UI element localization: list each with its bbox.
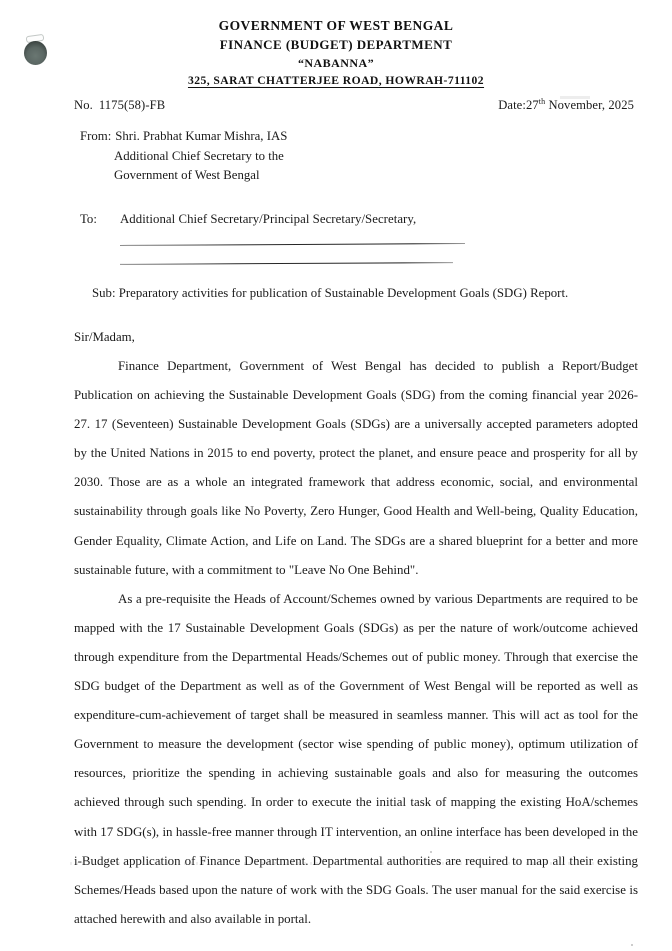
reference-number	[74, 98, 165, 113]
letterhead-line-address: 325, SARAT CHATTERJEE ROAD, HOWRAH-711102	[187, 74, 485, 87]
letter-body	[74, 352, 638, 934]
from-label: From:	[80, 129, 112, 143]
from-government: Government of West Bengal	[114, 168, 260, 182]
to-blank-line-1	[120, 243, 465, 246]
letter-date-rest: November, 2025	[545, 98, 634, 112]
to-block	[80, 212, 632, 264]
letterhead-line-department: FINANCE (BUDGET) DEPARTMENT	[219, 37, 453, 52]
letterhead-line-government: GOVERNMENT OF WEST BENGAL	[218, 18, 454, 33]
letter-date-day: 27	[525, 98, 539, 112]
reference-row	[74, 98, 634, 113]
to-recipient: Additional Chief Secretary/Principal Secretary/Secretary,	[120, 212, 417, 226]
letterhead	[0, 16, 672, 90]
from-block	[80, 127, 287, 186]
salutation: Sir/Madam,	[74, 330, 135, 344]
reference-number-label: No.	[74, 98, 93, 112]
body-paragraph-2: As a pre-requisite the Heads of Account/Schemes owned by various Departments are required to be mapped with the 17 Sustainable Development Goals (SDGs) as per the nature of work/outcome achieved through expenditure from the Departmental Heads/Schemes out of public money. Through that exercise the SDG budget of the Department as well as of the Government of West Bengal will be reported as well as expenditure-cum-achievement of target shall be measured in seamless manner. This will act as tool for the Government to measure the development (sector wise spending of public money), optimum utilization of resources, prioritize the spending in achieving sustainable goals and also for measuring the outcomes achieved through such spending. In order to execute the initial task of mapping the existing HoA/schemes with 17 SDG(s), in hassle-free manner through IT intervention, an online interface has been developed in the i-Budget application of Finance Department. Departmental authorities are required to map all their existing Schemes/Heads based upon the nature of work with the SDG Goals. The user manual for the said exercise is attached herewith and also available in portal.	[74, 591, 638, 926]
letter-date	[498, 98, 634, 113]
to-row	[80, 212, 632, 227]
letter-date-ordinal: th	[538, 96, 546, 106]
from-sender-name: Shri. Prabhat Kumar Mishra, IAS	[115, 129, 288, 143]
letter-date-label: Date:	[498, 98, 526, 112]
scan-noise-band	[70, 862, 612, 865]
to-blank-line-2	[120, 262, 453, 265]
letterhead-line-building: “NABANNA”	[297, 56, 375, 70]
scan-speck	[631, 944, 633, 946]
body-paragraph-1: Finance Department, Government of West Bengal has decided to publish a Report/Budget Publication on achieving the Sustainable Development Goals (SDG) from the coming financial year 2026-27. 17 (Seventeen) Sustainable Development Goals (SDGs) are a universally accepted parameters adopted by the United Nations in 2015 to end poverty, protect the planet, and ensure peace and prosperity for all by 2030. Those are as a whole an integrated framework that address economic, social, and environmental sustainability through goals like No Poverty, Zero Hunger, Good Health and Well-being, Quality Education, Gender Equality, Climate Action, and Life on Land. The SDGs are a shared blueprint for a better and more sustainable future, with a commitment to "Leave No One Behind".	[74, 359, 638, 577]
from-line-name	[80, 127, 287, 147]
to-label: To:	[80, 212, 97, 226]
from-designation: Additional Chief Secretary to the	[114, 148, 284, 163]
reference-number-value: 1175(58)-FB	[98, 98, 166, 112]
scan-speck	[430, 851, 432, 853]
subject-line: Sub: Preparatory activities for publication of Sustainable Development Goals (SDG) Report.	[92, 286, 569, 300]
